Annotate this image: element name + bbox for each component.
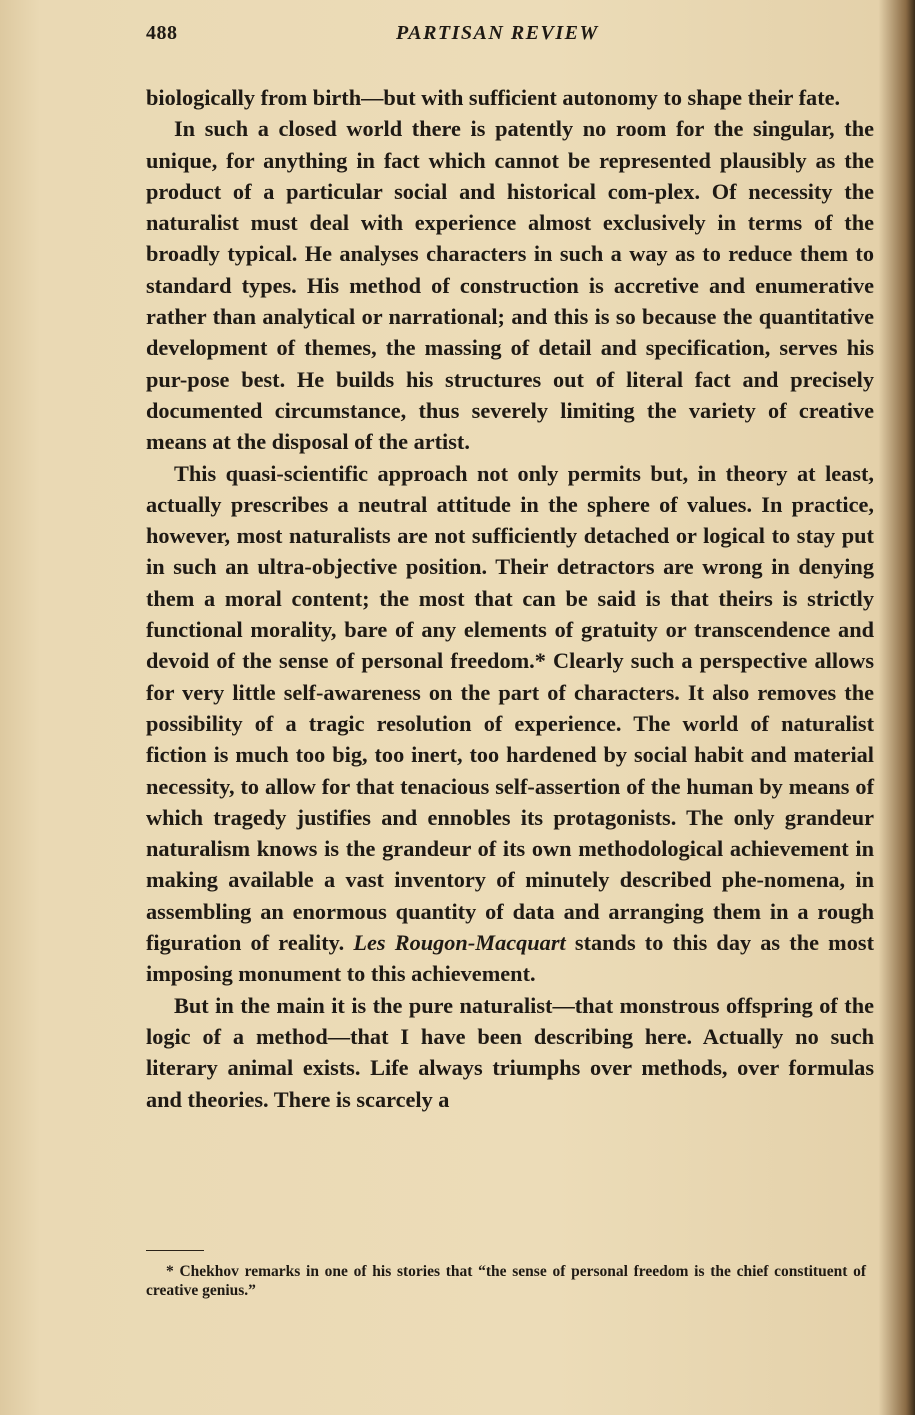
paragraph-3-text: This quasi-scientific approach not only permits but, in theory at least, actually prescribes a neutral attitude in the sphere of values. In practice, however, most naturalists are not sufficiently detached or logical to stay put in such an ultra-objective position. Their detractors are wrong in denying them a moral content; the most that can be said is that theirs is strictly functional morality, bare of any elements of gratuity or transcendence and devoid of the sense of personal freedom.* Clearly such a perspective allows for very little self-awareness on the part of characters. It also removes the possibility of a tragic resolution of experience. The world of naturalist fiction is much too big, too inert, too hardened by social habit and material necessity, to allow for that tenacious self-assertion of the human by means of which tragedy justifies and ennobles its protagonists. The only grandeur naturalism knows is the grandeur of its own methodological achievement in making available a vast inventory of minutely described phe-nomena, in assembling an enormous quantity of data and arranging them in a rough figuration of reality. (146, 460, 874, 956)
paragraph-4-text: But in the main it is the pure naturalist—that monstrous offspring of the logic of a method—that I have been describing here. Actually no such literary animal exists. Life always triumphs over methods, over formulas and theories. There is scarcely a (146, 992, 874, 1112)
footnote: * Chekhov remarks in one of his stories that “the sense of personal freedom is the chief constituent of creative genius.” (146, 1263, 866, 1299)
paragraph-2-text: In such a closed world there is patently no room for the singular, the unique, for anything in fact which cannot be represented plausibly as the product of a particular social and historical com-plex. Of necessity the naturalist must deal with experience almost exclusively in terms of the broadly typical. He analyses characters in such a way as to reduce them to standard types. His method of construction is accretive and enumerative rather than analytical or narrational; and this is so because the quantitative development of themes, the massing of detail and specification, serves his pur-pose best. He builds his structures out of literal fact and precisely documented circumstance, thus severely limiting the variety of creative means at the disposal of the artist. (146, 116, 874, 455)
paragraph-4 (146, 990, 874, 1115)
paragraph-3-text-end: stands to this day as the most imposing monument to this achievement. (146, 930, 875, 987)
running-title: PARTISAN REVIEW (396, 22, 599, 44)
paragraph-1 (146, 82, 874, 113)
footnote-rule (146, 1250, 204, 1251)
page-number: 488 (146, 22, 178, 44)
paragraph-2 (146, 113, 874, 457)
paragraph-1-text: biologically from birth—but with sufficient autonomy to shape their fate. (146, 85, 841, 110)
body-text (146, 82, 874, 1115)
book-title-italic: Les Rougon-Macquart (353, 930, 566, 956)
paragraph-3 (146, 458, 874, 990)
page-header (146, 22, 876, 52)
